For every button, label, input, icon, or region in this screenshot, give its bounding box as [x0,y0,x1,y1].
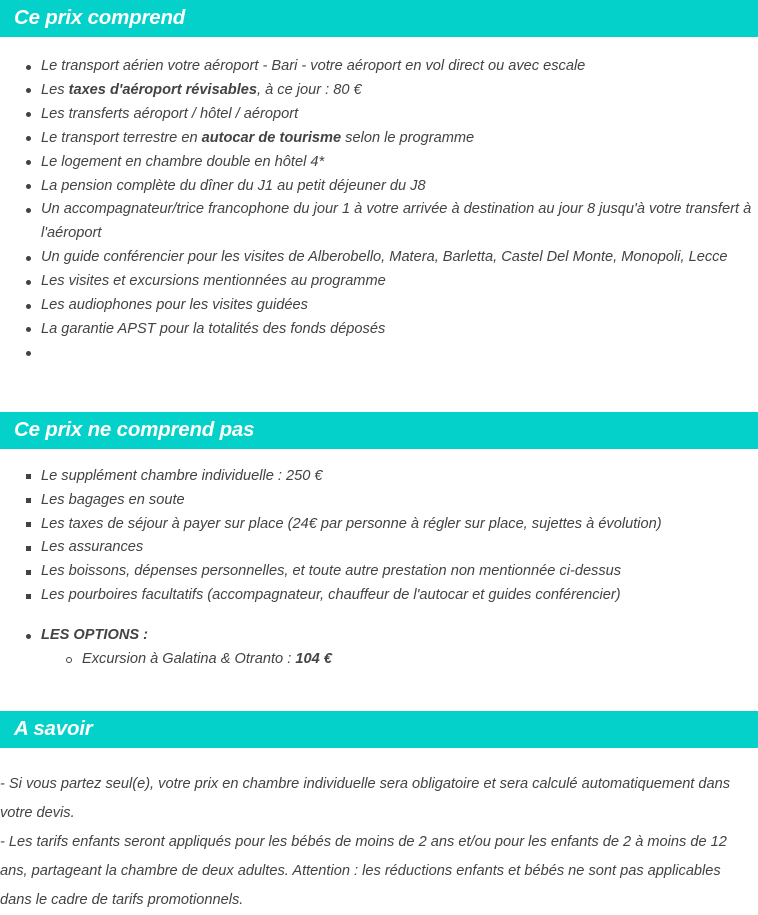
list-item: Les bagages en soute [0,489,758,513]
spacer [0,37,758,55]
list-item: Les pourboires facultatifs (accompagnateur, chauffeur de l'autocar et guides conférencier) [0,584,758,608]
option-item: Excursion à Galatina & Otranto : 104 € [0,648,758,672]
spacer [0,449,758,465]
list-item: Les transferts aéroport / hôtel / aéroport [0,103,758,127]
list-item: Les taxes d'aéroport révisables, à ce jour : 80 € [0,79,758,103]
list-item: Un guide conférencier pour les visites de Alberobello, Matera, Barletta, Castel Del Monte, Monopoli, Lecce [0,246,758,270]
list-item: Les audiophones pour les visites guidées [0,294,758,318]
section-header-ce-prix-ne-comprend-pas [0,412,758,449]
list-item: Le transport aérien votre aéroport - Bari - votre aéroport en vol direct ou avec escale [0,55,758,79]
section-title: A savoir [14,717,93,741]
list-item: Les taxes de séjour à payer sur place (24€ par personne à régler sur place, sujettes à évolution) [0,513,758,537]
list-item [0,342,758,366]
list-item: Le supplément chambre individuelle : 250 € [0,465,758,489]
list-item: Le logement en chambre double en hôtel 4* [0,151,758,175]
list-item: Le transport terrestre en autocar de tourisme selon le programme [0,127,758,151]
excluded-list [0,465,758,608]
spacer [0,608,758,624]
section-title: Ce prix ne comprend pas [14,418,255,442]
section-body-ce-prix-comprend [0,55,758,366]
list-item: La garantie APST pour la totalités des fonds déposés [0,318,758,342]
list-item: La pension complète du dîner du J1 au petit déjeuner du J8 [0,175,758,199]
list-item: Un accompagnateur/trice francophone du jour 1 à votre arrivée à destination au jour 8 jusqu'à votre transfert à l'aéroport [0,198,758,246]
section-body-a-savoir [0,770,758,915]
section-title: Ce prix comprend [14,6,186,30]
list-item: Les assurances [0,536,758,560]
section-header-ce-prix-comprend [0,0,758,37]
spacer [0,366,758,412]
section-body-ce-prix-ne-comprend-pas [0,465,758,672]
included-list [0,55,758,366]
options-label: LES OPTIONS : [0,624,758,648]
note-paragraph: - Si vous partez seul(e), votre prix en chambre individuelle sera obligatoire et sera calculé automatiquement dans votre devis. [0,776,731,822]
spacer [0,748,758,770]
list-item: Les visites et excursions mentionnées au programme [0,270,758,294]
spacer [0,672,758,711]
section-header-a-savoir [0,711,758,748]
options-sub-list [0,648,758,672]
options-list [0,624,758,648]
list-item: Les boissons, dépenses personnelles, et toute autre prestation non mentionnée ci-dessus [0,560,758,584]
note-paragraph: - Les tarifs enfants seront appliqués pour les bébés de moins de 2 ans et/ou pour les enfants de 2 à moins de 12 ans, partageant la chambre de deux adultes. Attention : les réductions enfants et bébés ne sont pas applicables dans le cadre de tarifs promotionnels. [0,834,727,909]
